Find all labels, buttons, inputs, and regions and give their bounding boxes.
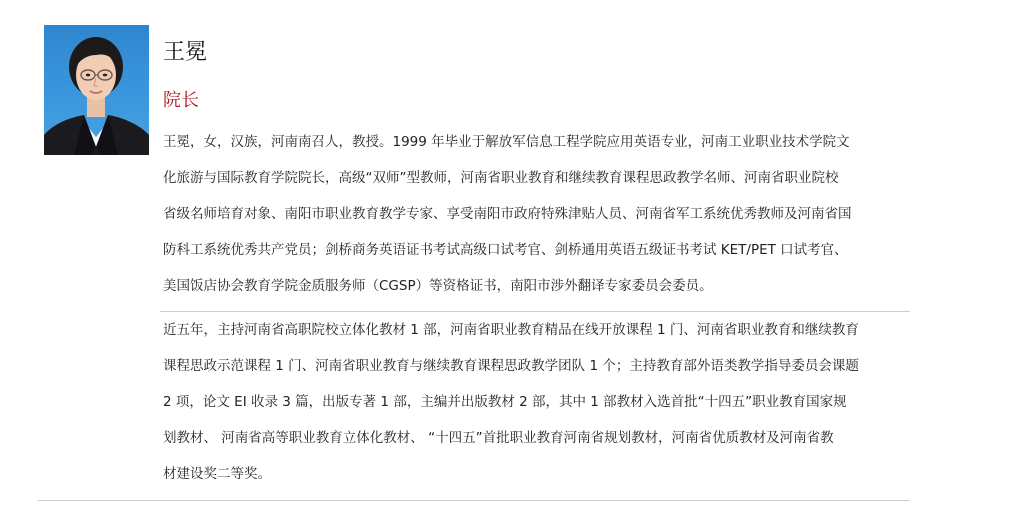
- bio-line: 防科工系统优秀共产党员；剑桥商务英语证书考试高级口试考官、剑桥通用英语五级证书考试 KET/PET 口试考官、: [163, 242, 848, 258]
- person-name: 王冕: [163, 40, 208, 65]
- portrait-illustration: [44, 25, 149, 155]
- person-title: 院长: [163, 90, 199, 111]
- achievement-line: 2 项，论文 EI 收录 3 篇，出版专著 1 部，主编并出版教材 2 部，其中 1 部教材入选首批“十四五”职业教育国家规: [163, 394, 847, 410]
- bio-line: 美国饭店协会教育学院金质服务师（CGSP）等资格证书，南阳市涉外翻译专家委员会委员。: [163, 278, 713, 294]
- achievement-line: 材建设奖二等奖。: [163, 466, 271, 482]
- achievement-line: 课程思政示范课程 1 门、河南省职业教育与继续教育课程思政教学团队 1 个；主持教育部外语类教学指导委员会课题: [163, 358, 859, 374]
- portrait-photo: [44, 25, 149, 155]
- bio-line: 化旅游与国际教育学院院长，高级“双师”型教师，河南省职业教育和继续教育课程思政教学名师、河南省职业院校: [163, 170, 839, 186]
- biography-paragraph: [163, 124, 923, 304]
- bio-line: 王冕，女，汉族，河南南召人，教授。1999 年毕业于解放军信息工程学院应用英语专业，河南工业职业技术学院文: [163, 134, 850, 150]
- achievement-line: 近五年，主持河南省高职院校立体化教材 1 部，河南省职业教育精品在线开放课程 1 门、河南省职业教育和继续教育: [163, 322, 859, 338]
- bottom-divider: [38, 500, 910, 501]
- bio-line: 省级名师培育对象、南阳市职业教育教学专家、享受南阳市政府特殊津贴人员、河南省军工系统优秀教师及河南省国: [163, 206, 852, 222]
- achievements-paragraph: [163, 312, 923, 492]
- achievement-line: 划教材、 河南省高等职业教育立体化教材、 “十四五”首批职业教育河南省规划教材，河南省优质教材及河南省教: [163, 430, 834, 446]
